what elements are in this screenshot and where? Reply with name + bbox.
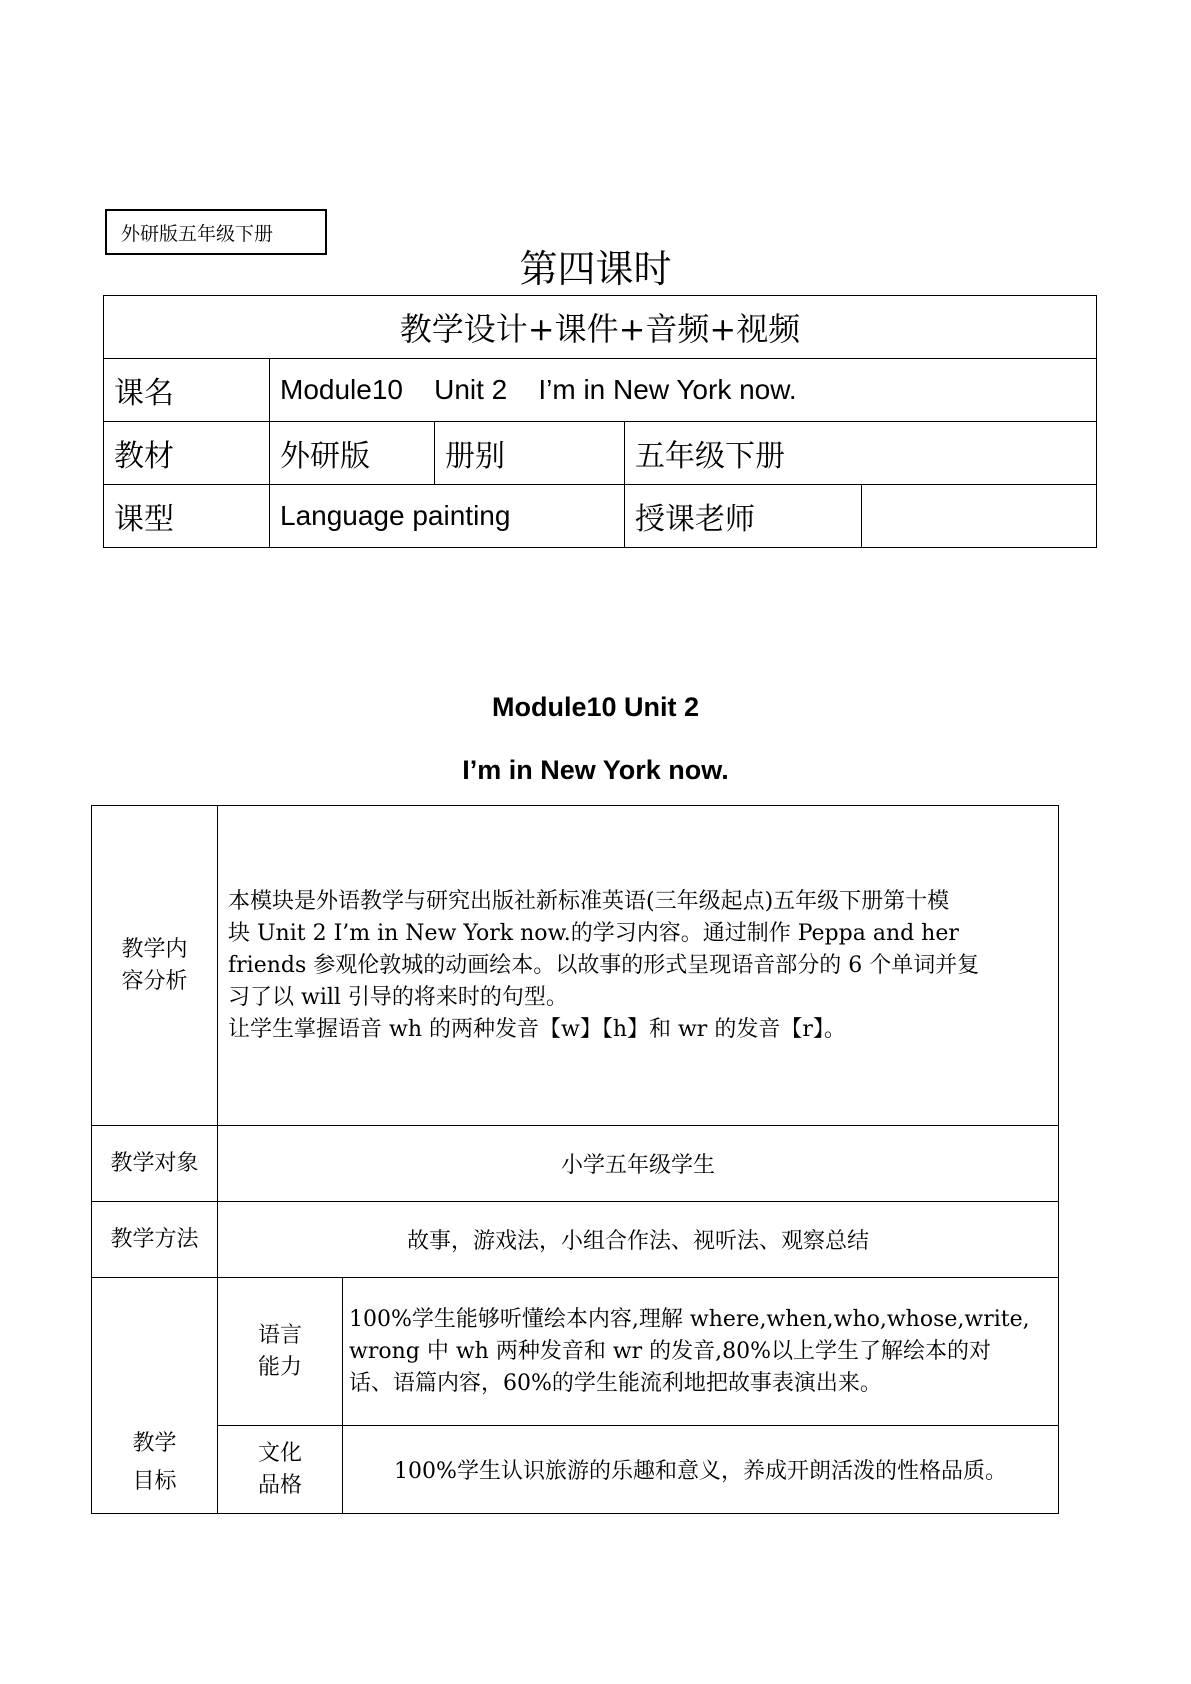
teacher-value	[862, 485, 1097, 548]
lesson-info-table	[103, 295, 1097, 548]
culture-label-line2: 品格	[257, 1472, 302, 1498]
analysis-label	[92, 806, 218, 1126]
goals-label	[92, 1278, 218, 1514]
analysis-label-line2: 容分析	[121, 968, 188, 994]
lesson-title: 第四课时	[519, 247, 672, 291]
method-value: 故事，游戏法，小组合作法、视听法、观察总结	[218, 1202, 1059, 1278]
target-row	[92, 1126, 1059, 1202]
language-goal-line: 100%学生能够听懂绘本内容,理解 where,when,who,whose,write,	[349, 1306, 1030, 1332]
course-name-value: Module10 Unit 2 I’m in New York now.	[270, 359, 1097, 422]
grade-tag: 外研版五年级下册	[105, 209, 327, 255]
volume-label: 册别	[435, 422, 625, 485]
analysis-line: 块 Unit 2 I’m in New York now.的学习内容。通过制作 Peppa and her	[228, 920, 959, 946]
goals-label-line2: 目标	[132, 1469, 177, 1494]
textbook-label: 教材	[104, 422, 270, 485]
textbook-value: 外研版	[270, 422, 435, 485]
type-row	[104, 485, 1097, 548]
language-label	[218, 1278, 343, 1426]
method-label: 教学方法	[92, 1202, 218, 1278]
language-goal-content	[343, 1278, 1059, 1426]
analysis-line: 本模块是外语教学与研究出版社新标准英语(三年级起点)五年级下册第十模	[228, 888, 950, 914]
type-label: 课型	[104, 485, 270, 548]
course-name-label: 课名	[104, 359, 270, 422]
target-value: 小学五年级学生	[218, 1126, 1059, 1202]
course-name-row	[104, 359, 1097, 422]
type-value: Language painting	[270, 485, 625, 548]
language-label-line2: 能力	[257, 1354, 302, 1380]
section-title-unit: I’m in New York now.	[462, 755, 729, 785]
textbook-row	[104, 422, 1097, 485]
language-goal-line: wrong 中 wh 两种发音和 wr 的发音,80%以上学生了解绘本的对	[349, 1338, 992, 1364]
culture-label-line1: 文化	[257, 1440, 302, 1466]
method-row	[92, 1202, 1059, 1278]
banner-row	[104, 296, 1097, 359]
analysis-line: 习了以 will 引导的将来时的句型。	[228, 984, 568, 1010]
goals-label-line1: 教学	[132, 1431, 177, 1456]
analysis-line: friends 参观伦敦城的动画绘本。以故事的形式呈现语音部分的 6 个单词并复	[228, 952, 980, 978]
section-title-module: Module10 Unit 2	[491, 692, 700, 722]
language-goal-row	[92, 1278, 1059, 1426]
volume-value: 五年级下册	[625, 422, 1097, 485]
language-label-line1: 语言	[257, 1322, 302, 1348]
language-goal-line: 话、语篇内容，60%的学生能流利地把故事表演出来。	[349, 1370, 882, 1396]
analysis-content	[218, 806, 1059, 1126]
banner-cell: 教学设计+课件+音频+视频	[104, 296, 1097, 359]
analysis-row	[92, 806, 1059, 1126]
teacher-label: 授课老师	[625, 485, 862, 548]
analysis-line: 让学生掌握语音 wh 的两种发音【w】【h】和 wr 的发音【r】。	[228, 1016, 846, 1042]
culture-goal-row	[92, 1426, 1059, 1514]
teaching-plan-table	[91, 805, 1059, 1514]
target-label: 教学对象	[92, 1126, 218, 1202]
culture-label	[218, 1426, 343, 1514]
analysis-label-line1: 教学内	[121, 936, 188, 962]
culture-goal-content: 100%学生认识旅游的乐趣和意义，养成开朗活泼的性格品质。	[343, 1426, 1059, 1514]
